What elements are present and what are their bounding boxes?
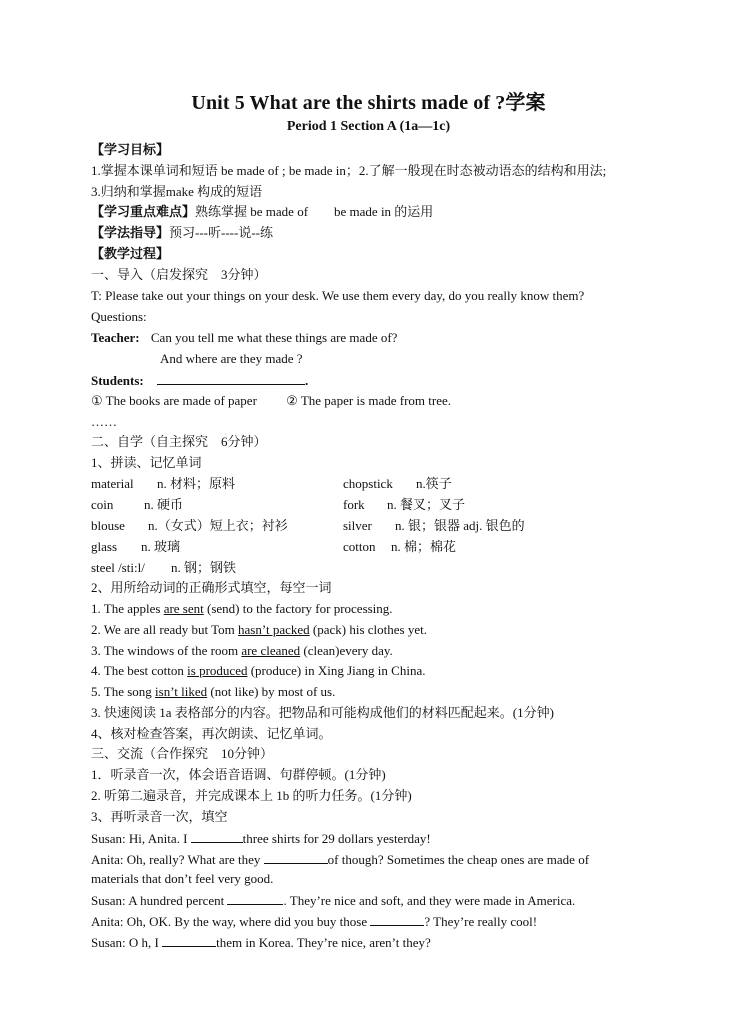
vocab-word: cotton [343, 539, 376, 554]
process-heading: 【教学过程】 [91, 246, 170, 261]
vocab-item [91, 559, 237, 577]
method-text: 预习---听----说--练 [169, 225, 273, 240]
exercise-text: (not like) by most of us. [207, 684, 336, 699]
vocab-word: steel /sti:l/ [91, 560, 145, 575]
part2-sub3: 3. 快速阅读 1a 表格部分的内容。把物品和可能构成他们的材料匹配起来。(1分钟) [91, 705, 554, 720]
dialogue-text: Anita: Oh, really? What are they [91, 852, 264, 867]
students-end: . [305, 373, 309, 388]
vocab-item [91, 538, 181, 556]
part1-intro: T: Please take out your things on your desk. We use them every day, do you really know them? [91, 288, 585, 303]
students-label: Students: [91, 373, 144, 388]
part3-item-1: 1．听录音一次，体会语音语调、句群停顿。(1分钟) [91, 767, 386, 782]
vocab-item [343, 517, 525, 535]
vocab-word: fork [343, 497, 365, 512]
key-points-line [91, 203, 433, 221]
vocab-word: silver [343, 518, 372, 533]
exercise-item [91, 683, 335, 701]
dialogue-line [91, 829, 431, 848]
exercise-answer: are sent [163, 601, 204, 616]
vocab-def: n. 钢；钢铁 [171, 560, 237, 575]
part2-heading: 二、自学（自主探究 6分钟） [91, 434, 267, 449]
vocab-item [91, 475, 236, 493]
teacher-question-1: Can you tell me what these things are made of? [150, 330, 398, 345]
dialogue-text: of though? Sometimes the cheap ones are made of [327, 852, 590, 867]
page-subtitle: Period 1 Section A (1a—1c) [286, 119, 451, 134]
key-points-text: 熟练掌握 be made of be made in 的运用 [195, 204, 434, 219]
dialogue-text: . They’re nice and soft, and they were made in America. [283, 893, 576, 908]
exercise-text: (clean)every day. [300, 643, 393, 658]
exercise-item [91, 642, 393, 660]
vocab-def: n.筷子 [416, 476, 452, 491]
goals-heading: 【学习目标】 [91, 142, 170, 157]
dialogue-line [91, 850, 589, 869]
dialogue-blank [370, 912, 424, 926]
teacher-label: Teacher: [91, 330, 140, 345]
dialogue-text: Anita: Oh, OK. By the way, where did you buy those [91, 914, 371, 929]
example-line [91, 392, 451, 410]
exercise-answer: is produced [187, 663, 248, 678]
part2-sub2: 2、用所给动词的正确形式填空，每空一词 [91, 580, 332, 595]
part3-item-3: 3、再听录音一次，填空 [91, 809, 228, 824]
dialogue-blank [162, 933, 216, 947]
dialogue-text: three shirts for 29 dollars yesterday! [242, 831, 431, 846]
ellipsis: …… [91, 414, 117, 429]
vocab-item [343, 538, 457, 556]
dialogue-blank [191, 829, 243, 843]
teacher-question-2: And where are they made ? [160, 351, 303, 366]
vocab-def: n. 材料；原料 [157, 476, 236, 491]
part2-sub1: 1、拼读、记忆单词 [91, 455, 202, 470]
dialogue-text: Susan: Hi, Anita. I [91, 831, 191, 846]
vocab-word: material [91, 476, 134, 491]
students-line [91, 371, 308, 390]
vocab-def: n. 棉；棉花 [391, 539, 457, 554]
example-1: ① The books are made of paper [91, 393, 257, 408]
exercise-text: 1. The apples [91, 601, 164, 616]
dialogue-text: Susan: O h, I [91, 935, 163, 950]
exercise-text: 4. The best cotton [91, 663, 188, 678]
vocab-word: glass [91, 539, 117, 554]
vocab-def: n. 硬币 [144, 497, 184, 512]
dialogue-text: ? They’re really cool! [424, 914, 538, 929]
exercise-text: (produce) in Xing Jiang in China. [247, 663, 426, 678]
dialogue-text: Susan: A hundred percent [91, 893, 228, 908]
exercise-item [91, 662, 425, 680]
vocab-word: blouse [91, 518, 125, 533]
vocab-item [343, 496, 466, 514]
vocab-def: n. 餐叉；叉子 [387, 497, 466, 512]
method-heading: 【学法指导】 [91, 225, 170, 240]
vocab-def: n.（女式）短上衣；衬衫 [148, 518, 288, 533]
dialogue-text: them in Korea. They’re nice, aren’t they? [216, 935, 431, 950]
vocab-item [91, 496, 184, 514]
dialogue-blank [227, 891, 283, 905]
part1-questions: Questions: [91, 309, 147, 324]
dialogue-line [91, 933, 431, 952]
key-points-heading: 【学习重点难点】 [91, 204, 196, 219]
exercise-answer: are cleaned [241, 643, 301, 658]
part2-sub4: 4、核对检查答案，再次朗读、记忆单词。 [91, 726, 332, 741]
dialogue-line [91, 891, 575, 910]
exercise-text: 3. The windows of the room [91, 643, 242, 658]
exercise-text: (pack) his clothes yet. [309, 622, 427, 637]
method-line [91, 224, 273, 242]
teacher-line [91, 329, 397, 347]
exercise-text: (send) to the factory for processing. [203, 601, 393, 616]
dialogue-blank [264, 850, 328, 864]
vocab-def: n. 银；银器 adj. 银色的 [395, 518, 525, 533]
example-2: ② The paper is made from tree. [286, 393, 451, 408]
vocab-word: coin [91, 497, 114, 512]
goals-line-1: 1.掌握本课单词和短语 be made of ; be made in；2.了解一般现在时态被动语态的结构和用法; [91, 163, 607, 178]
vocab-def: n. 玻璃 [141, 539, 181, 554]
goals-line-2: 3.归纳和掌握make 构成的短语 [91, 184, 263, 199]
exercise-answer: isn’t liked [155, 684, 208, 699]
part1-heading: 一、导入（启发探究 3分钟） [91, 267, 267, 282]
exercise-item [91, 621, 427, 639]
exercise-text: 2. We are all ready but Tom [91, 622, 239, 637]
part3-item-2: 2. 听第二遍录音，并完成课本上 1b 的听力任务。(1分钟) [91, 788, 412, 803]
exercise-item [91, 600, 393, 618]
vocab-item [343, 475, 452, 493]
page-title: Unit 5 What are the shirts made of ?学案 [191, 92, 546, 114]
students-answer-blank [157, 371, 305, 385]
exercise-answer: hasn’t packed [238, 622, 310, 637]
part3-heading: 三、交流（合作探究 10分钟） [91, 746, 274, 761]
dialogue-line [91, 912, 537, 931]
dialogue-continuation: materials that don’t feel very good. [91, 871, 274, 886]
vocab-word: chopstick [343, 476, 393, 491]
exercise-text: 5. The song [91, 684, 156, 699]
vocab-item [91, 517, 288, 535]
